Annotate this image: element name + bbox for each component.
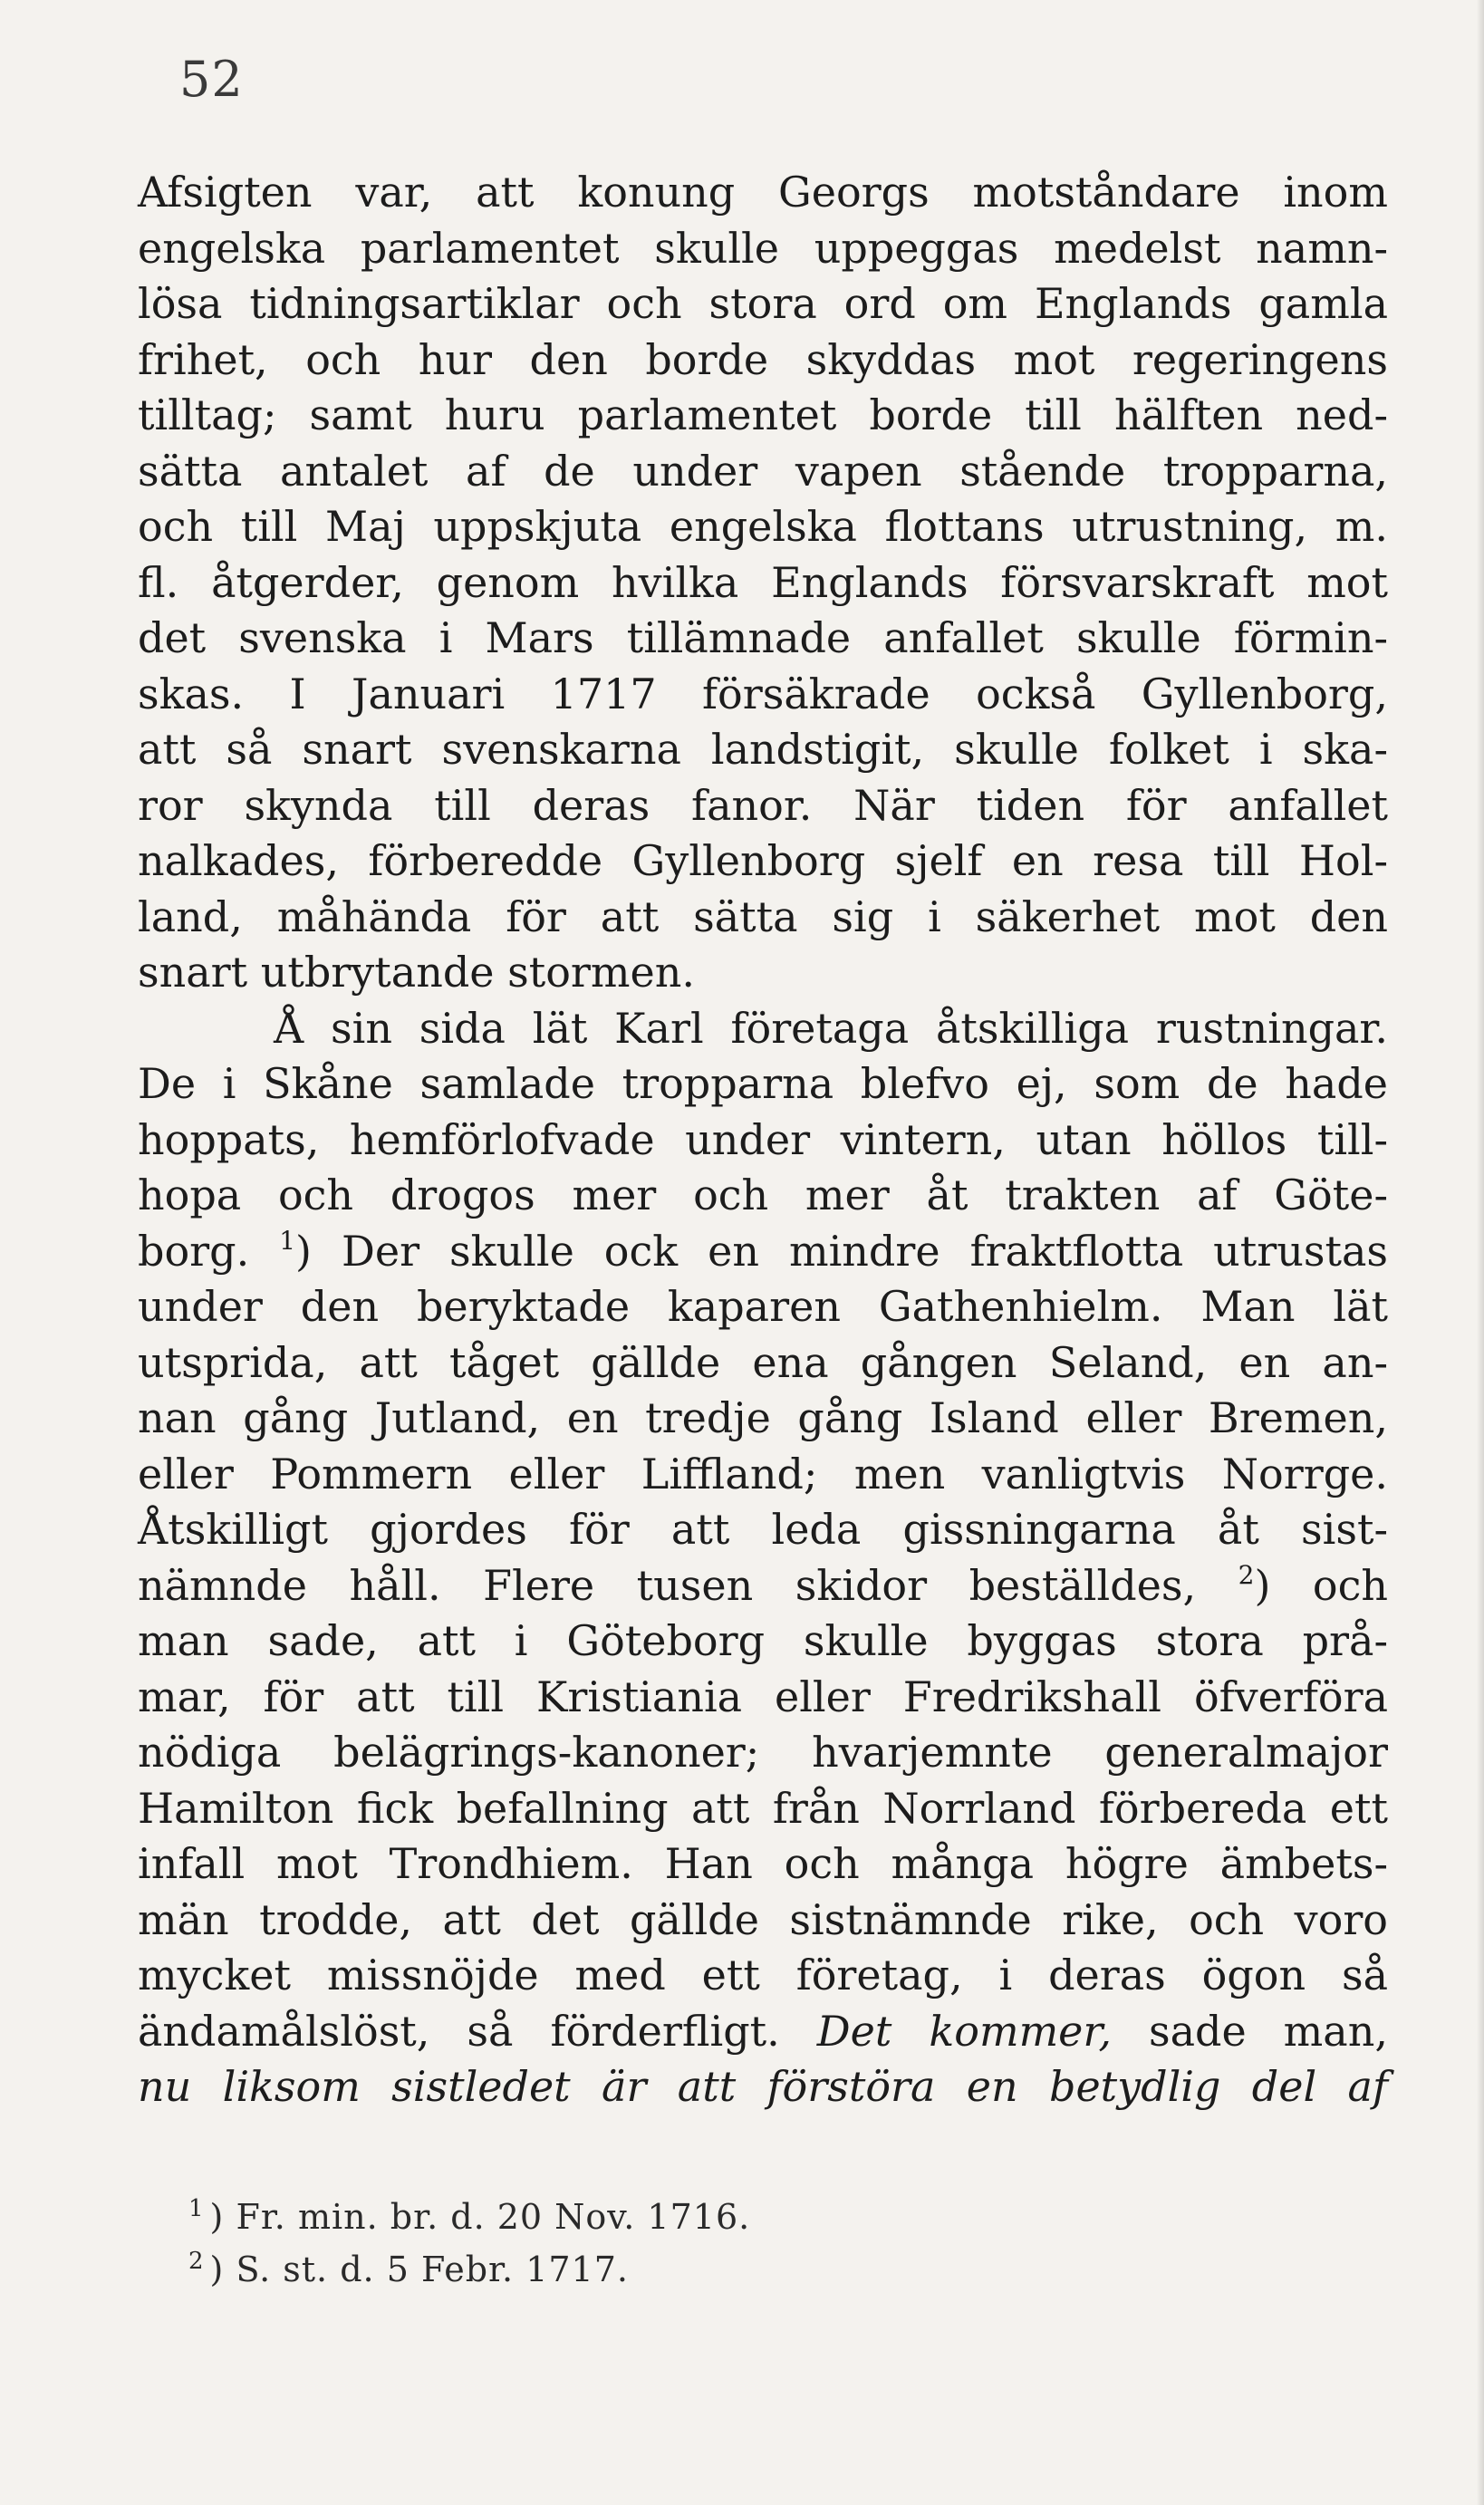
text-line: land, måhända för att sätta sig i säkerhet mot den	[138, 891, 1388, 941]
text-line: engelska parlamentet skulle uppeggas medelst namn-	[138, 223, 1388, 273]
page-number: 52	[179, 51, 244, 108]
text-segment: ) och	[1254, 1560, 1388, 1610]
text-segment: ändamålslöst, så förderfligt.	[138, 2006, 817, 2056]
text-line: och till Maj uppskjuta engelska flottans utrustning, m.	[138, 502, 1388, 551]
text-line: hopa och drogos mer och mer åt trakten af Göte-	[138, 1171, 1388, 1219]
italic-text: Det kommer,	[816, 2006, 1112, 2056]
text-line: nödiga belägrings-kanoner; hvarjemnte generalmajor	[138, 1728, 1388, 1777]
footnote-reference: 2	[1238, 1559, 1255, 1590]
text-line: tilltag; samt huru parlamentet borde till hälften ned-	[138, 390, 1388, 439]
text-line: män trodde, att det gällde sistnämnde rike, och voro	[138, 1894, 1388, 1944]
text-line: Afsigten var, att konung Georgs motståndare inom	[138, 168, 1388, 217]
text-line: nu liksom sistledet är att förstöra en betydlig del af	[138, 2062, 1388, 2111]
text-line: utsprida, att tåget gällde ena gången Seland, en an-	[138, 1337, 1388, 1387]
footnote-mark: 2	[188, 2248, 205, 2275]
text-line: ror skynda till deras fanor. När tiden för anfallet	[138, 780, 1388, 830]
text-line: hoppats, hemförlofvade under vintern, utan höllos till-	[138, 1114, 1388, 1164]
text-segment: borg.	[138, 1226, 280, 1276]
text-line: lösa tidningsartiklar och stora ord om Englands gamla	[138, 279, 1388, 328]
text-line: eller Pommern eller Liffland; men vanligtvis Norrge.	[138, 1449, 1388, 1498]
text-segment: nämnde håll. Flere tusen skidor beställdes,	[138, 1560, 1238, 1610]
text-line: det svenska i Mars tillämnade anfallet skulle förmin-	[138, 613, 1388, 662]
text-line: mar, för att till Kristiania eller Fredrikshall öfverföra	[138, 1672, 1388, 1721]
footnote-text: ) Fr. min. br. d. 20 Nov. 1716.	[209, 2197, 751, 2237]
text-line: under den beryktade kaparen Gathenhielm. Man lät	[138, 1282, 1388, 1331]
footnote-text: ) S. st. d. 5 Febr. 1717.	[209, 2250, 629, 2289]
text-line: frihet, och hur den borde skyddas mot regeringens	[138, 334, 1388, 384]
text-line	[138, 2004, 1388, 2060]
text-segment: ) Der skulle ock en mindre fraktflotta utrustas	[295, 1226, 1388, 1276]
text-line: Hamilton fick befallning att från Norrland förbereda ett	[138, 1783, 1388, 1833]
text-line: De i Skåne samlade tropparna blefvo ej, som de hade	[138, 1059, 1388, 1108]
text-line: nan gång Jutland, en tredje gång Island eller Bremen,	[138, 1393, 1388, 1442]
body-text	[138, 165, 1388, 2115]
text-line	[138, 1224, 1388, 1280]
text-line: skas. I Januari 1717 försäkrade också Gyllenborg,	[138, 669, 1388, 718]
text-line: nalkades, förberedde Gyllenborg sjelf en resa till Hol-	[138, 836, 1388, 885]
footnote	[188, 2243, 1004, 2296]
text-line: fl. åtgerder, genom hvilka Englands försvarskraft mot	[138, 557, 1388, 607]
page-edge-shadow	[1477, 0, 1484, 2505]
footnote-reference: 1	[279, 1225, 296, 1256]
text-line: sätta antalet af de under vapen stående tropparna,	[138, 446, 1388, 496]
text-line: att så snart svenskarna landstigit, skulle folket i ska-	[138, 725, 1388, 774]
footnote	[188, 2191, 1004, 2243]
footnotes	[188, 2191, 1004, 2296]
text-line: mycket missnöjde med ett företag, i deras ögon så	[138, 1951, 1388, 1999]
text-segment: sade man,	[1111, 2006, 1388, 2056]
text-line: Å sin sida lät Karl företaga åtskilliga rustningar.	[274, 1003, 1388, 1053]
text-line: Åtskilligt gjordes för att leda gissningarna åt sist-	[138, 1505, 1388, 1554]
text-line: man sade, att i Göteborg skulle byggas stora prå-	[138, 1616, 1388, 1665]
text-line: snart utbrytande stormen.	[138, 948, 695, 997]
text-line: infall mot Trondhiem. Han och många högre ämbets-	[138, 1839, 1388, 1888]
text-line	[138, 1558, 1388, 1614]
footnote-mark: 1	[188, 2195, 205, 2222]
